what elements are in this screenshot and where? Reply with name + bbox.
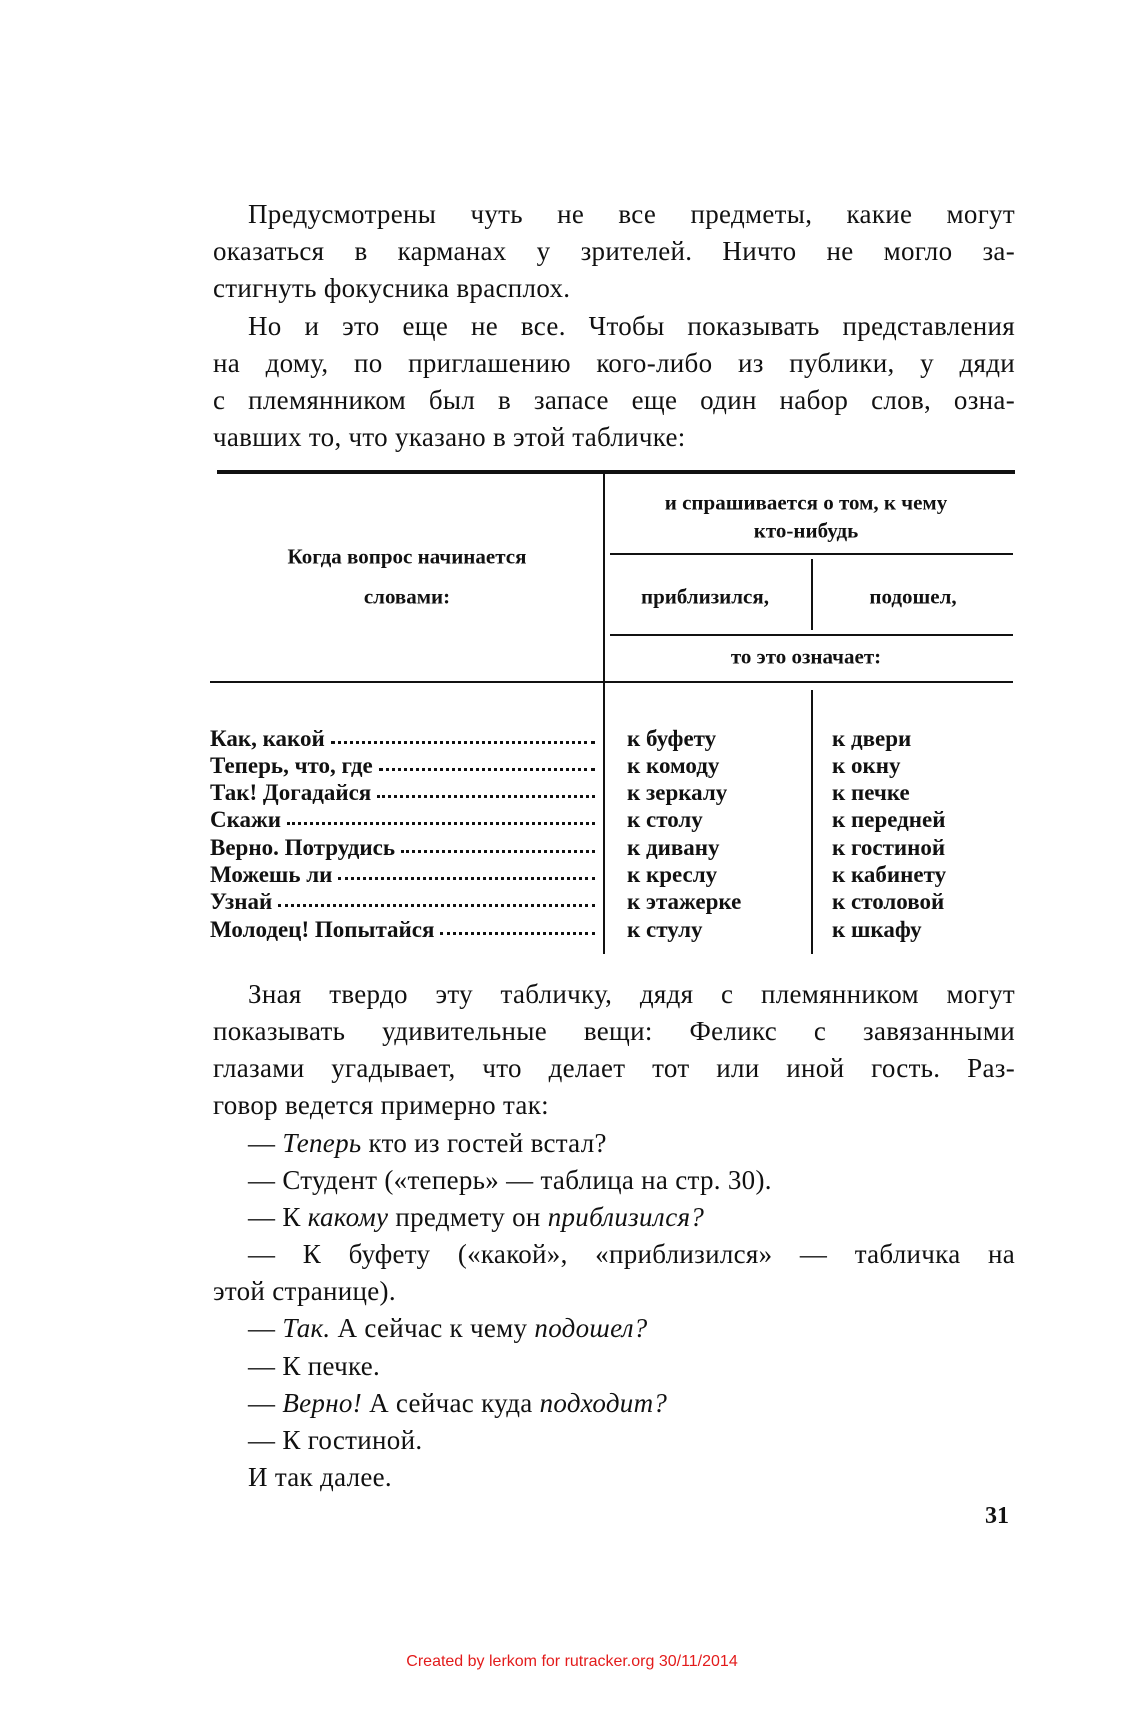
text-line — [213, 1348, 1015, 1384]
cell-approached: к креслу — [627, 862, 718, 887]
right-header-line-1: и спрашивается о том, к чему — [664, 490, 948, 515]
cell-approached: к столу — [627, 807, 703, 833]
cell-approached: к комоду — [627, 752, 720, 778]
left-header-line-2: словами: — [363, 584, 451, 609]
text-line — [213, 1273, 1015, 1309]
row-label: Верно. Потрудись — [210, 834, 396, 860]
row-label: Узнай — [210, 889, 273, 915]
cell-came-up: к передней — [832, 807, 946, 833]
dot-leader — [440, 916, 595, 935]
text-span: — К буфету («какой», «приблизился» — табличка на — [248, 1239, 1015, 1270]
cell-approached: к стулу — [627, 916, 703, 942]
header-sub-vertical — [811, 559, 813, 630]
text-line — [213, 1385, 1015, 1421]
dot-leader — [377, 779, 595, 798]
cell-came-up: к кабинету — [832, 862, 947, 887]
text-line — [213, 1125, 1015, 1161]
text-span: Предусмотрены чуть не все предметы, какие могут — [248, 199, 1015, 229]
italic-text: какому — [307, 1201, 389, 1232]
text-span: А сейчас к чему — [330, 1313, 535, 1344]
text-span: — К — [248, 1201, 308, 1232]
text-line — [213, 270, 1015, 306]
cell-came-up: к столовой — [832, 889, 945, 915]
text-line — [213, 196, 1015, 232]
left-header-line-1: Когда вопрос начинается — [287, 544, 527, 569]
body-sub-vertical — [811, 690, 813, 954]
text-span: оказаться в карманах у зрителей. Ничто не могло за- — [213, 236, 1015, 267]
text-span: — — [248, 1387, 283, 1418]
text-line — [213, 345, 1015, 381]
bottom-header: то это означает: — [730, 644, 882, 669]
text-line — [213, 1162, 1015, 1198]
text-line — [213, 1013, 1015, 1049]
italic-text: Теперь — [282, 1127, 362, 1158]
text-line — [213, 1236, 1015, 1272]
text-line — [213, 1422, 1015, 1458]
cell-approached: к буфету — [627, 725, 717, 751]
text-span: этой странице). — [213, 1276, 396, 1307]
dot-leader — [379, 752, 595, 771]
italic-text: подходит? — [539, 1387, 668, 1418]
text-span: А сейчас куда — [362, 1387, 540, 1418]
sub-header-approached: приблизился, — [641, 584, 769, 609]
row-label: Скажи — [210, 807, 281, 833]
row-label: Теперь, что, где — [210, 752, 373, 778]
text-span: — К печке. — [248, 1350, 381, 1381]
cell-approached: к зеркалу — [627, 780, 728, 806]
text-span: говор ведется примерно так: — [213, 1090, 549, 1121]
text-line — [213, 976, 1015, 1012]
text-line — [213, 382, 1015, 418]
text-span: с племянником был в запасе еще один набор слов, озна- — [213, 385, 1015, 415]
table-row — [210, 752, 595, 779]
text-span: — — [248, 1313, 283, 1344]
italic-text: приблизился? — [547, 1201, 705, 1232]
text-line — [213, 1310, 1015, 1346]
header-bottom-rule — [210, 681, 1013, 683]
dot-leader — [287, 806, 595, 825]
table-row — [210, 861, 595, 888]
text-span: Но и это еще не все. Чтобы показывать представления — [248, 310, 1015, 341]
text-span: стигнуть фокусника врасплох. — [213, 273, 571, 304]
table-row — [210, 916, 595, 943]
italic-text: подошел? — [534, 1313, 648, 1344]
text-span: чавших то, что указано в этой табличке: — [213, 422, 686, 453]
dot-leader — [331, 725, 595, 744]
right-header-line-2: кто-нибудь — [753, 518, 859, 543]
text-span: — — [248, 1127, 283, 1158]
watermark: Created by lerkom for rutracker.org 30/11/2014 — [406, 1653, 738, 1670]
text-line — [213, 308, 1015, 344]
row-label: Так! Догадайся — [210, 780, 372, 806]
dot-leader — [401, 834, 595, 853]
table-row — [210, 779, 595, 806]
italic-text: Так. — [282, 1313, 331, 1344]
text-span: показывать удивительные вещи: Феликс с завязанными — [213, 1016, 1015, 1047]
dot-leader — [338, 861, 595, 880]
text-span: И так далее. — [248, 1461, 392, 1492]
text-line — [213, 1199, 1015, 1235]
text-line — [213, 1459, 1015, 1495]
table-top-rule — [217, 470, 1015, 474]
row-label: Можешь ли — [210, 862, 333, 887]
cell-came-up: к гостиной — [832, 834, 946, 860]
cell-came-up: к окну — [832, 752, 901, 778]
header-rule-1 — [610, 553, 1013, 555]
sub-header-came-up: подошел, — [869, 584, 957, 609]
text-span: — Студент («теперь» — таблица на стр. 30). — [248, 1164, 772, 1195]
text-line — [213, 1087, 1015, 1123]
cell-approached: к дивану — [627, 834, 720, 860]
text-span: на дому, по приглашению кого-либо из публики, у дяди — [213, 347, 1015, 378]
text-line — [213, 1050, 1015, 1086]
row-label: Молодец! Попытайся — [210, 916, 435, 942]
text-span: глазами угадывает, что делает тот или иной гость. Раз- — [213, 1053, 1015, 1084]
row-label: Как, какой — [210, 725, 325, 751]
dot-leader — [278, 888, 595, 907]
text-span: кто из гостей встал? — [361, 1127, 607, 1158]
table-row — [210, 806, 595, 833]
table-row — [210, 888, 595, 915]
text-line — [213, 233, 1015, 269]
table-main-vertical — [603, 474, 605, 954]
text-span: — К гостиной. — [248, 1424, 423, 1455]
cell-approached: к этажерке — [627, 889, 742, 915]
text-line — [213, 419, 1015, 455]
text-span: Зная твердо эту табличку, дядя с племянником могут — [248, 979, 1015, 1009]
page-number: 31 — [985, 1503, 1009, 1529]
italic-text: Верно! — [282, 1387, 363, 1418]
table-row — [210, 725, 595, 752]
header-rule-2 — [610, 634, 1013, 636]
cell-came-up: к двери — [832, 725, 912, 751]
table-row — [210, 834, 595, 861]
cell-came-up: к печке — [832, 780, 910, 806]
cell-came-up: к шкафу — [832, 916, 922, 942]
text-span: предмету он — [388, 1201, 548, 1232]
